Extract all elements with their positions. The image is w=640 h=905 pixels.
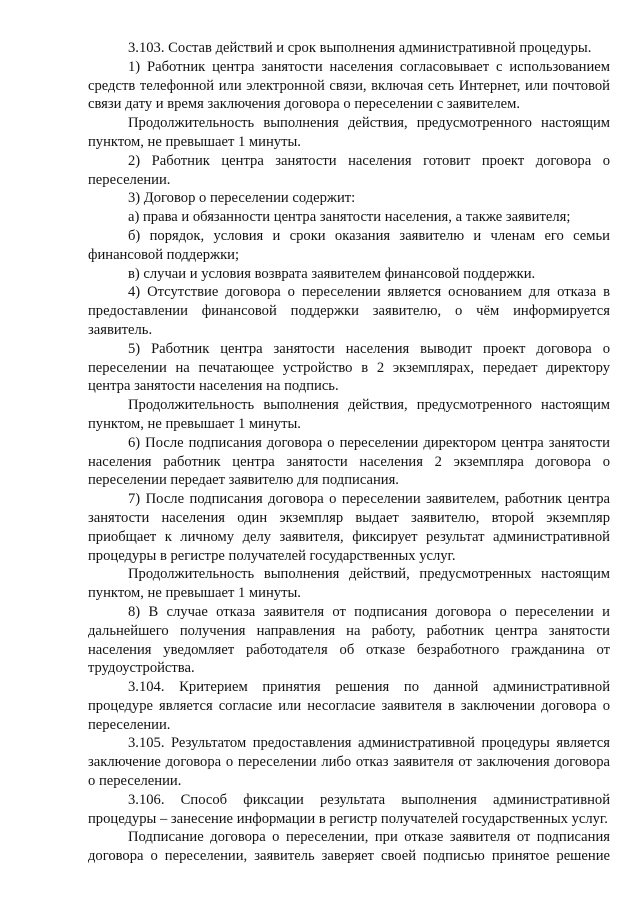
paragraph-3-106: 3.106. Способ фиксации результата выполнения административной процедуры – занесение информации в регистр получателей государственных услуг.: [88, 791, 610, 827]
paragraph-3-103: 3.103. Состав действий и срок выполнения административной процедуры.: [128, 40, 592, 56]
paragraph-duration-1: Продолжительность выполнения действия, предусмотренного настоящим пунктом, не превышает 1 минуты.: [88, 115, 610, 150]
paragraph-item-3c: в) случаи и условия возврата заявителем финансовой поддержки.: [128, 265, 536, 282]
paragraph-item-1: 1) Работник центра занятости населения согласовывает с использованием средств телефонной или электронной связи, включая сеть Интернет, или почтовой связи дату и время заключения договора о переселении с заявителем.: [88, 58, 610, 113]
paragraph-duration-5: Продолжительность выполнения действия, предусмотренного настоящим пунктом, не превышает 1 минуты.: [88, 397, 610, 432]
paragraph-signing: Подписание договора о переселении, при отказе заявителя от подписания договора о переселении, заявитель заверяет своей подписью принятое решение: [88, 829, 610, 865]
paragraph-item-3: 3) Договор о переселении содержит:: [128, 190, 356, 207]
paragraph-item-8: 8) В случае отказа заявителя от подписания договора о переселении и дальнейшего получения направления на работу, работник центра занятости населения уведомляет работодателя об отказе безработного гражданина от трудоустройства.: [88, 603, 610, 677]
paragraph-item-4: 4) Отсутствие договора о переселении является основанием для отказа в предоставлении финансовой поддержки заявителю, о чём информируется заявитель.: [88, 284, 610, 338]
document-page: [88, 39, 610, 866]
paragraph-item-6: 6) После подписания договора о переселении директором центра занятости населения работник центра занятости населения 2 экземпляра договора о переселении передает заявителю для подписания.: [88, 434, 610, 489]
paragraph-item-3a: а) права и обязанности центра занятости населения, а также заявителя;: [128, 209, 571, 226]
paragraph-3-105: 3.105. Результатом предоставления административной процедуры является заключение договора о переселении либо отказ заявителя от заключения договора о переселении.: [88, 735, 610, 790]
paragraph-duration-7: Продолжительность выполнения действий, предусмотренных настоящим пунктом, не превышает 1 минуты.: [88, 566, 610, 602]
paragraph-item-5: 5) Работник центра занятости населения выводит проект договора о переселении на печатающее устройство в 2 экземплярах, передает директору центра занятости населения на подпись.: [88, 340, 610, 395]
paragraph-item-2: 2) Работник центра занятости населения готовит проект договора о переселении.: [88, 152, 610, 188]
paragraph-item-7: 7) После подписания договора о переселении заявителем, работник центра занятости населения один экземпляр выдает заявителю, второй экземпляр приобщает к личному делу заявителя, фиксирует результат административной процедуры в регистре получателей государственных услуг.: [88, 491, 610, 564]
paragraph-3-104: 3.104. Критерием принятия решения по данной административной процедуре является согласие или несогласие заявителя в заключении договора о переселении.: [88, 679, 610, 733]
paragraph-item-3b: б) порядок, условия и сроки оказания заявителю и членам его семьи финансовой поддержки;: [88, 227, 610, 263]
